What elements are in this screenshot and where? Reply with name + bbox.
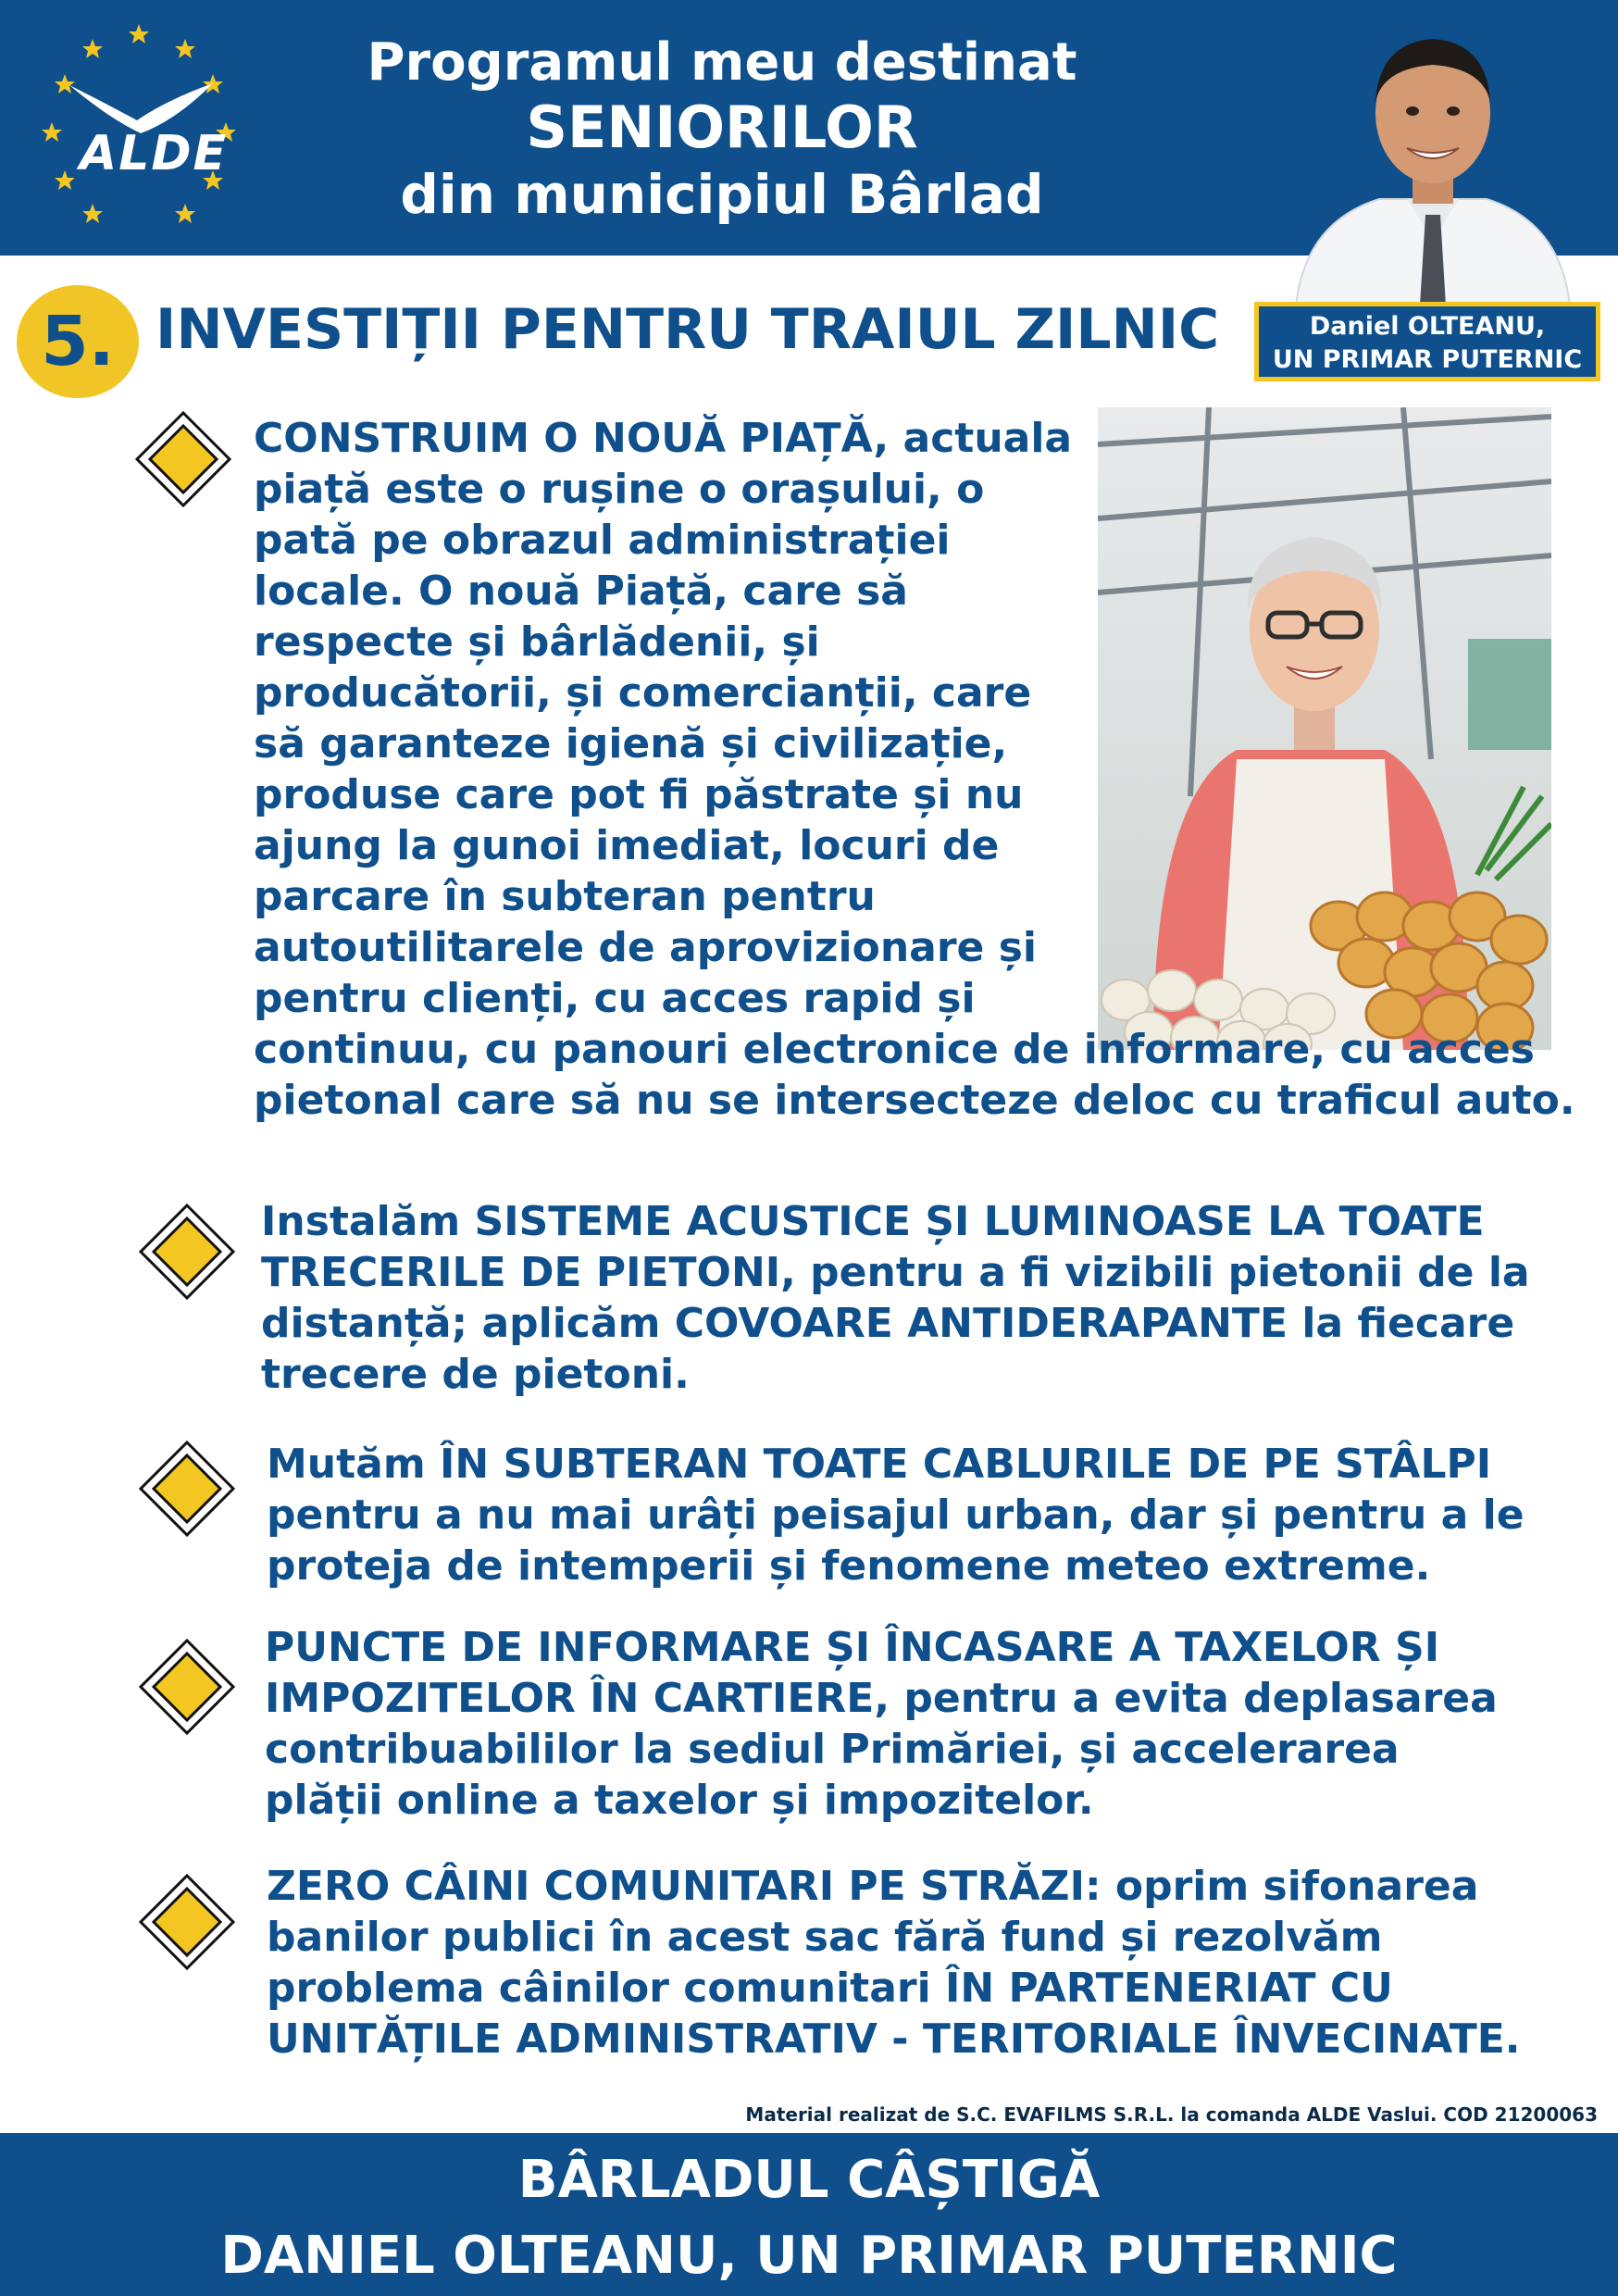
- item-line: produse care pot fi păstrate și nu: [254, 771, 1024, 818]
- priority-road-sign-icon: [139, 1874, 235, 1970]
- item-line: distanță; aplicăm COVOARE ANTIDERAPANTE la fiecare: [261, 1300, 1515, 1347]
- footer-line-2: DANIEL OLTEANU, UN PRIMAR PUTERNIC: [220, 2226, 1398, 2286]
- item-line: ajung la gunoi imediat, locuri de: [254, 822, 1000, 869]
- item-line: PUNCTE DE INFORMARE ȘI ÎNCASARE A TAXELOR ȘI: [265, 1624, 1440, 1671]
- item-line: proteja de intemperii și fenomene meteo extreme.: [267, 1542, 1431, 1590]
- title-line-1: Programul meu destinat: [367, 32, 1077, 93]
- item-line: continuu, cu panouri electronice de informare, cu acces: [254, 1026, 1535, 1073]
- item-line: IMPOZITELOR ÎN CARTIERE, pentru a evita deplasarea: [265, 1675, 1498, 1722]
- logo-text: ALDE: [80, 126, 229, 181]
- item-line: problema câinilor comunitari ÎN PARTENERIAT CU: [267, 1965, 1393, 2012]
- candidate-name-line-2: UN PRIMAR PUTERNIC: [1272, 345, 1583, 374]
- item-line: contribuabililor la sediul Primăriei, și accelerarea: [265, 1726, 1400, 1773]
- item-line: CONSTRUIM O NOUĂ PIAȚĂ, actuala: [254, 415, 1073, 462]
- item-line: pentru clienți, cu acces rapid și: [254, 975, 976, 1022]
- item-pedestrian-crossings: [261, 1196, 1530, 1400]
- footer-line-1: BÂRLADUL CÂȘTIGĂ: [517, 2150, 1101, 2210]
- item-line: TRECERILE DE PIETONI, pentru a fi vizibili pietonii de la: [261, 1249, 1530, 1296]
- priority-road-sign-icon: [139, 1441, 235, 1537]
- item-line: Mutăm ÎN SUBTERAN TOATE CABLURILE DE PE STÂLPI: [267, 1441, 1492, 1488]
- item-line: autoutilitarele de aprovizionare și: [254, 924, 1037, 971]
- item-line: piață este o rușine o orașului, o: [254, 466, 985, 513]
- item-line: pentru a nu mai urâți peisajul urban, dar și pentru a le: [267, 1491, 1525, 1539]
- item-tax-points: [265, 1622, 1498, 1826]
- alde-logo-icon: [28, 19, 250, 231]
- item-stray-dogs: [267, 1861, 1521, 2065]
- item-line: pată pe obrazul administrației: [254, 517, 951, 564]
- title-line-2: SENIORILOR: [526, 94, 918, 162]
- priority-road-sign-icon: [139, 1639, 235, 1735]
- candidate-name-box: [1254, 302, 1600, 381]
- item-line: să garanteze igienă și civilizație,: [254, 720, 1008, 767]
- item-line: respecte și bârlădenii, și: [254, 618, 820, 666]
- item-line: Instalăm SISTEME ACUSTICE ȘI LUMINOASE LA TOATE: [261, 1198, 1485, 1245]
- section-number-badge: 5.: [17, 285, 139, 398]
- item-line: pietonal care să nu se intersecteze deloc cu traficul auto.: [254, 1077, 1575, 1124]
- item-line: locale. O nouă Piață, care să: [254, 568, 908, 615]
- priority-road-sign-icon: [135, 411, 231, 507]
- title-line-3: din municipiul Bârlad: [400, 162, 1044, 226]
- page-title: [278, 31, 1166, 227]
- candidate-name-line-1: Daniel OLTEANU,: [1309, 312, 1546, 341]
- priority-road-sign-icon: [139, 1204, 235, 1300]
- section-title: INVESTIȚII PENTRU TRAIUL ZILNIC: [156, 297, 1220, 362]
- item-line: plății online a taxelor și impozitelor.: [265, 1777, 1094, 1824]
- item-line: trecere de pietoni.: [261, 1351, 690, 1398]
- credit-note: Material realizat de S.C. EVAFILMS S.R.L. la comanda ALDE Vaslui. COD 21200063: [745, 2103, 1598, 2126]
- item-line: ZERO CÂINI COMUNITARI PE STRĂZI: oprim sifonarea: [267, 1863, 1479, 1910]
- item-line: UNITĂȚILE ADMINISTRATIV - TERITORIALE ÎNVECINATE.: [267, 2015, 1521, 2063]
- item-line: producătorii, și comercianții, care: [254, 669, 1032, 717]
- candidate-portrait: [1277, 9, 1588, 306]
- item-line: banilor publici în acest sac fără fund și rezolvăm: [267, 1914, 1383, 1961]
- item-new-market: [254, 413, 1575, 1126]
- item-line: parcare în subteran pentru: [254, 873, 876, 920]
- item-underground-cables: [267, 1439, 1525, 1591]
- footer-banner: [0, 2133, 1618, 2296]
